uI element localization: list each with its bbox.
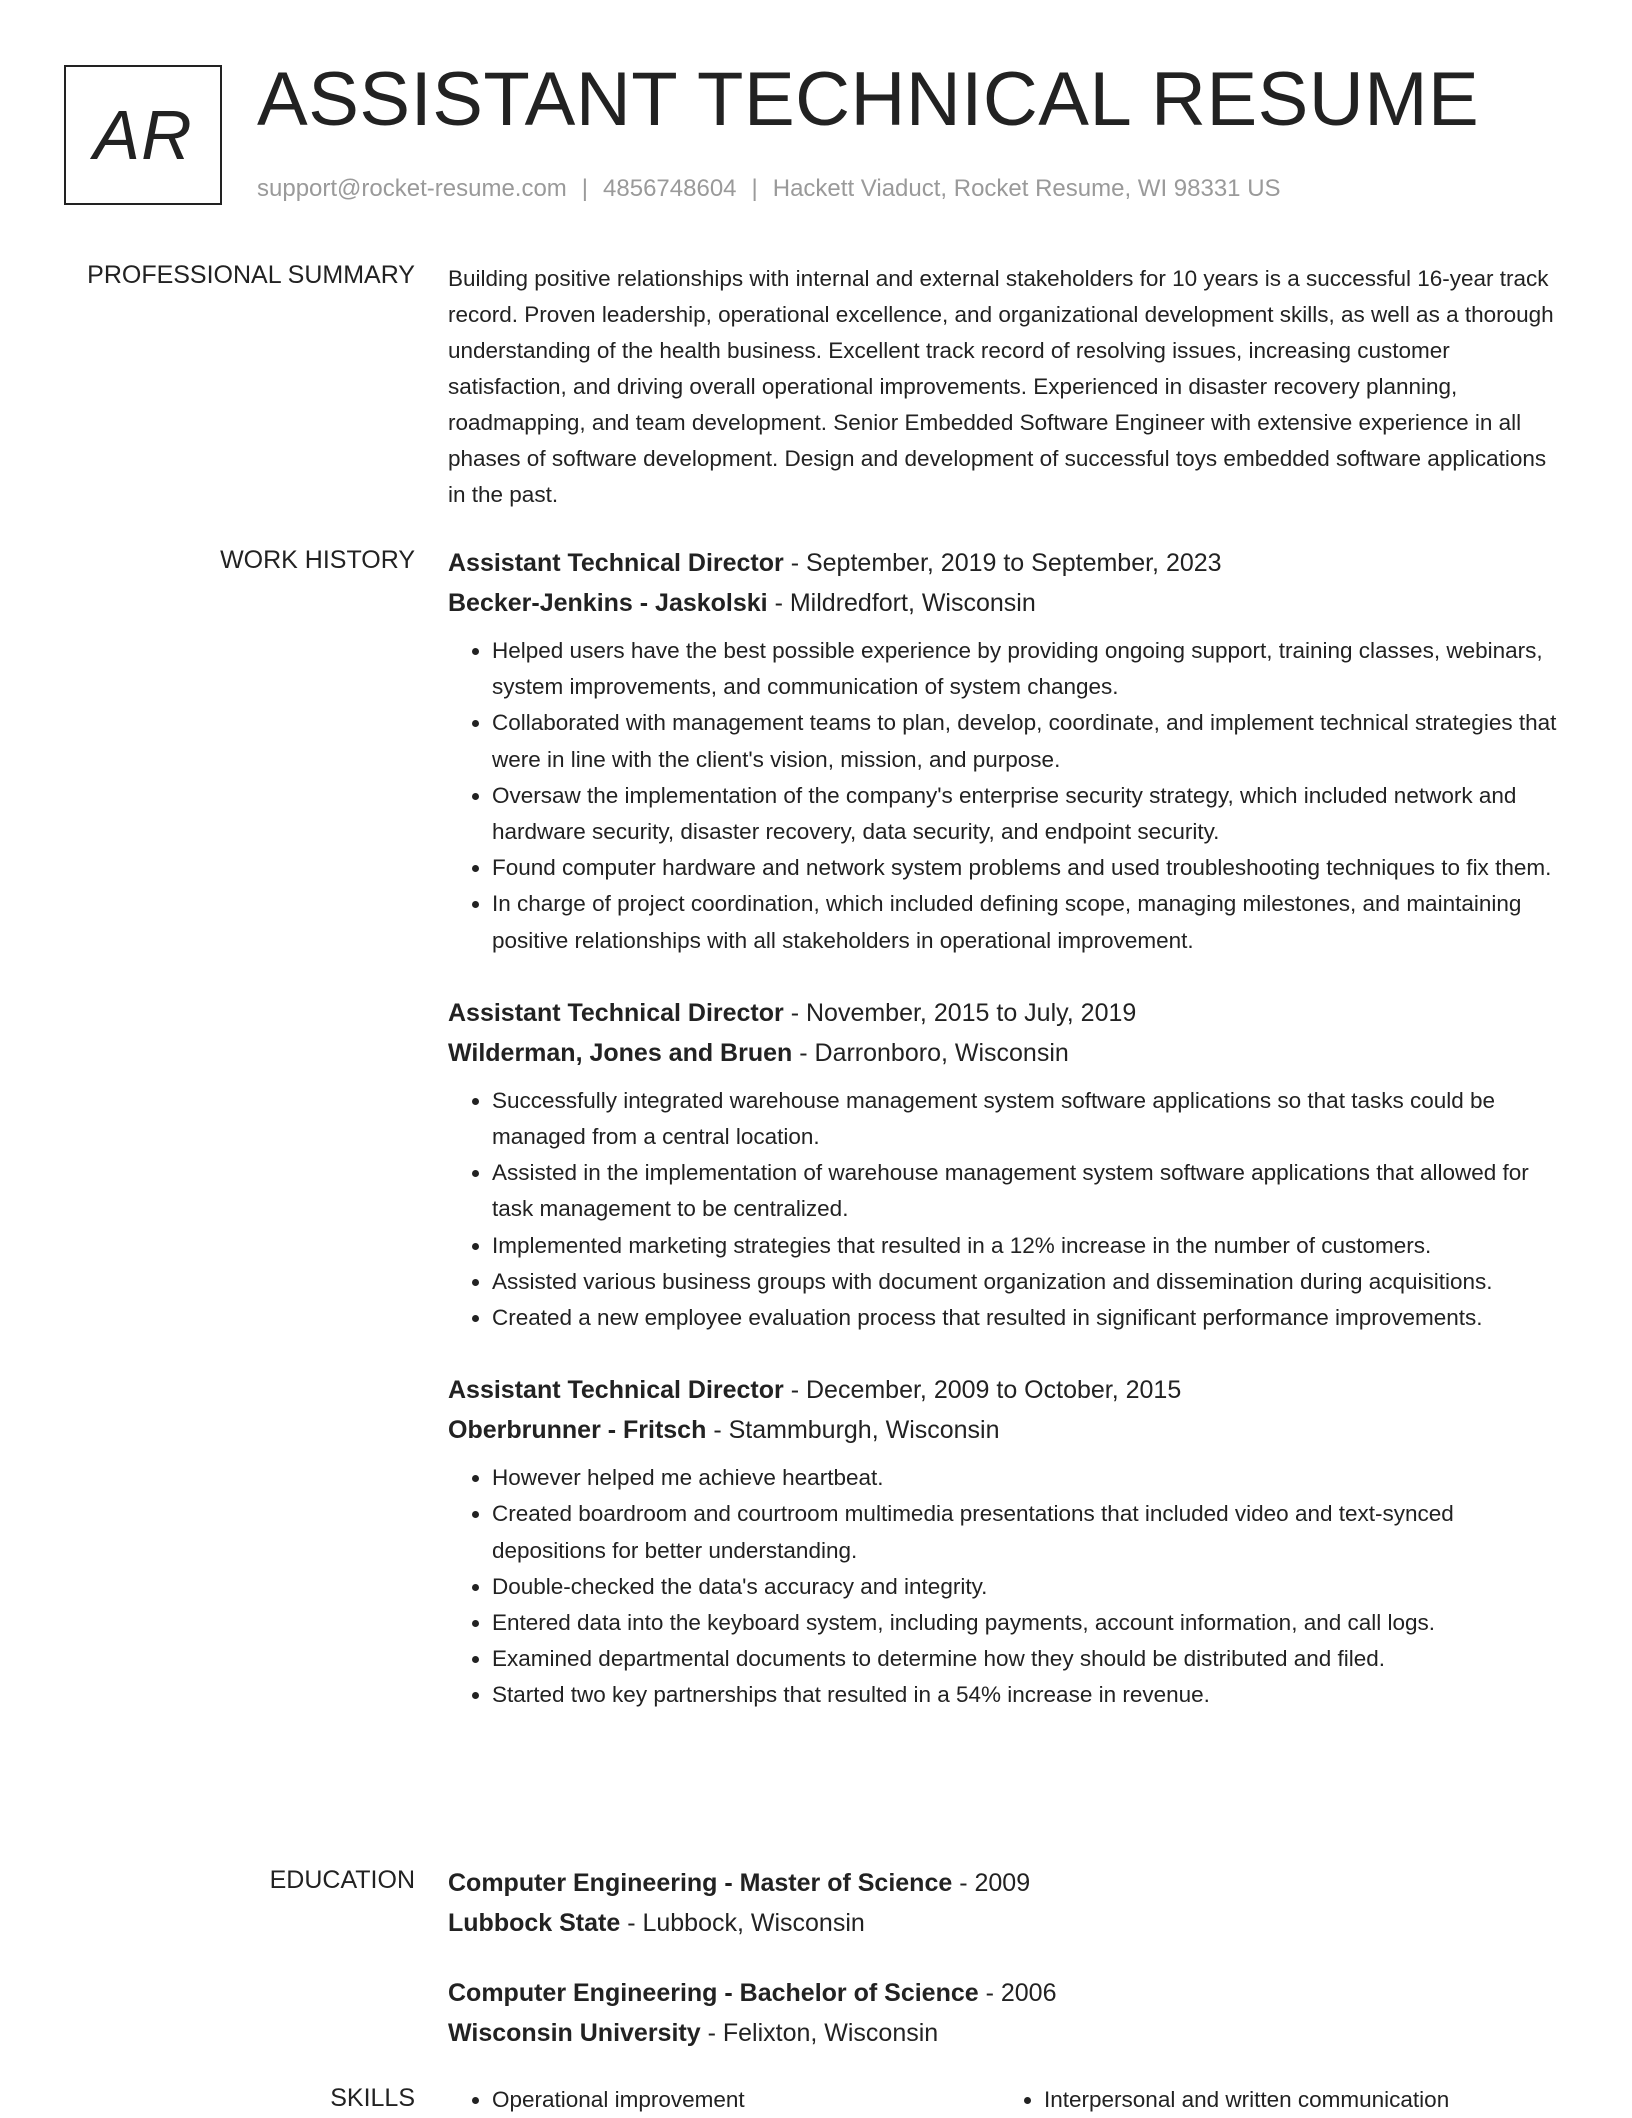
education-location: - Lubbock, Wisconsin bbox=[620, 1909, 865, 1937]
job-bullet: • Implemented marketing strategies that resulted in a 12% increase in the number of customers. bbox=[492, 1228, 1566, 1264]
contact-separator: | bbox=[751, 175, 758, 202]
job-bullet: • Oversaw the implementation of the company's enterprise security strategy, which included network and hardware security, disaster recovery, data security, and endpoint security. bbox=[492, 778, 1566, 850]
contact-email: support@rocket-resume.com bbox=[257, 175, 567, 202]
job-entry bbox=[448, 1370, 1566, 1713]
job-dates: - December, 2009 to October, 2015 bbox=[783, 1376, 1182, 1405]
job-bullets bbox=[448, 633, 1566, 959]
resume-title: ASSISTANT TECHNICAL RESUME bbox=[257, 57, 1480, 142]
job-bullet: • Found computer hardware and network system problems and used troubleshooting techniques to fix them. bbox=[492, 850, 1566, 886]
job-company: Becker-Jenkins - Jaskolski bbox=[448, 589, 768, 617]
education-year: - 2006 bbox=[978, 1979, 1057, 2007]
job-bullet: • Examined departmental documents to determine how they should be distributed and filed. bbox=[492, 1641, 1566, 1677]
education-school: Wisconsin University bbox=[448, 2019, 701, 2047]
job-bullet: • Started two key partnerships that resulted in a 54% increase in revenue. bbox=[492, 1677, 1566, 1713]
job-dates: - September, 2019 to September, 2023 bbox=[783, 549, 1222, 577]
job-title: Assistant Technical Director bbox=[448, 1376, 784, 1405]
job-title: Assistant Technical Director bbox=[448, 549, 784, 577]
education-label: EDUCATION bbox=[269, 1866, 415, 1894]
summary-label: PROFESSIONAL SUMMARY bbox=[87, 261, 415, 289]
skill-item: • Interpersonal and written communication bbox=[1044, 2082, 1552, 2118]
education-degree: Computer Engineering - Master of Science bbox=[448, 1869, 953, 1897]
summary-text: Building positive relationships with internal and external stakeholders for 10 years is a successful 16-year track record. Proven leadership, operational excellence, and organizational development skills, as well as a thorough understanding of the health business. Excellent track record of resolving issues, increasing customer satisfaction, and driving overall operational improvements. Experienced in disaster recovery planning, roadmapping, and team development. Senior Embedded Software Engineer with extensive experience in all phases of software development. Design and development of successful toys embedded software applications in the past. bbox=[448, 266, 1554, 507]
job-bullet: • Collaborated with management teams to plan, develop, coordinate, and implement technical strategies that were in line with the client's vision, mission, and purpose. bbox=[492, 705, 1566, 777]
skill-item: • Operational improvement bbox=[492, 2082, 1000, 2118]
education-year: - 2009 bbox=[952, 1869, 1031, 1897]
job-company: Oberbrunner - Fritsch bbox=[448, 1416, 707, 1445]
skills-list-left bbox=[448, 2082, 1000, 2118]
job-bullets bbox=[448, 1460, 1566, 1713]
job-bullet: • In charge of project coordination, which included defining scope, managing milestones, and maintaining positive relationships with all stakeholders in operational improvement. bbox=[492, 886, 1566, 958]
job-bullets bbox=[448, 1083, 1566, 1336]
education-entry bbox=[448, 1863, 1566, 1943]
job-bullet: • Created a new employee evaluation process that resulted in significant performance improvements. bbox=[492, 1300, 1566, 1336]
job-bullet: • Helped users have the best possible experience by providing ongoing support, training classes, webinars, system improvements, and communication of system changes. bbox=[492, 633, 1566, 705]
contact-line bbox=[257, 175, 1281, 203]
job-bullet: • Assisted various business groups with document organization and dissemination during acquisitions. bbox=[492, 1264, 1566, 1300]
job-location: - Stammburgh, Wisconsin bbox=[706, 1416, 1000, 1445]
job-title: Assistant Technical Director bbox=[448, 998, 784, 1027]
job-dates: - November, 2015 to July, 2019 bbox=[783, 998, 1137, 1027]
education-degree: Computer Engineering - Bachelor of Science bbox=[448, 1979, 979, 2007]
job-entry bbox=[448, 543, 1566, 959]
contact-address: Hackett Viaduct, Rocket Resume, WI 98331 US bbox=[772, 175, 1281, 202]
job-bullet: • Double-checked the data's accuracy and integrity. bbox=[492, 1569, 1566, 1605]
contact-phone: 4856748604 bbox=[603, 175, 737, 202]
education-school: Lubbock State bbox=[448, 1909, 621, 1937]
skills-label: SKILLS bbox=[330, 2084, 415, 2112]
job-entry bbox=[448, 993, 1566, 1336]
job-bullet: • Successfully integrated warehouse management system software applications so that tasks could be managed from a central location. bbox=[492, 1083, 1566, 1155]
job-location: - Darronboro, Wisconsin bbox=[792, 1038, 1069, 1067]
job-bullet: • However helped me achieve heartbeat. bbox=[492, 1460, 1566, 1496]
job-bullet: • Entered data into the keyboard system, including payments, account information, and call logs. bbox=[492, 1605, 1566, 1641]
education-location: - Felixton, Wisconsin bbox=[700, 2019, 939, 2047]
contact-separator: | bbox=[581, 175, 589, 202]
job-bullet: • Created boardroom and courtroom multimedia presentations that included video and text-synced depositions for better understanding. bbox=[492, 1496, 1566, 1568]
job-company: Wilderman, Jones and Bruen bbox=[448, 1038, 793, 1067]
job-location: - Mildredfort, Wisconsin bbox=[767, 589, 1036, 617]
work-history-label: WORK HISTORY bbox=[220, 546, 415, 574]
education-entry bbox=[448, 1973, 1566, 2053]
job-bullet: • Assisted in the implementation of warehouse management system software applications that allowed for task management to be centralized. bbox=[492, 1155, 1566, 1227]
skills-list-right bbox=[1000, 2082, 1552, 2118]
monogram-badge: AR bbox=[64, 65, 222, 205]
